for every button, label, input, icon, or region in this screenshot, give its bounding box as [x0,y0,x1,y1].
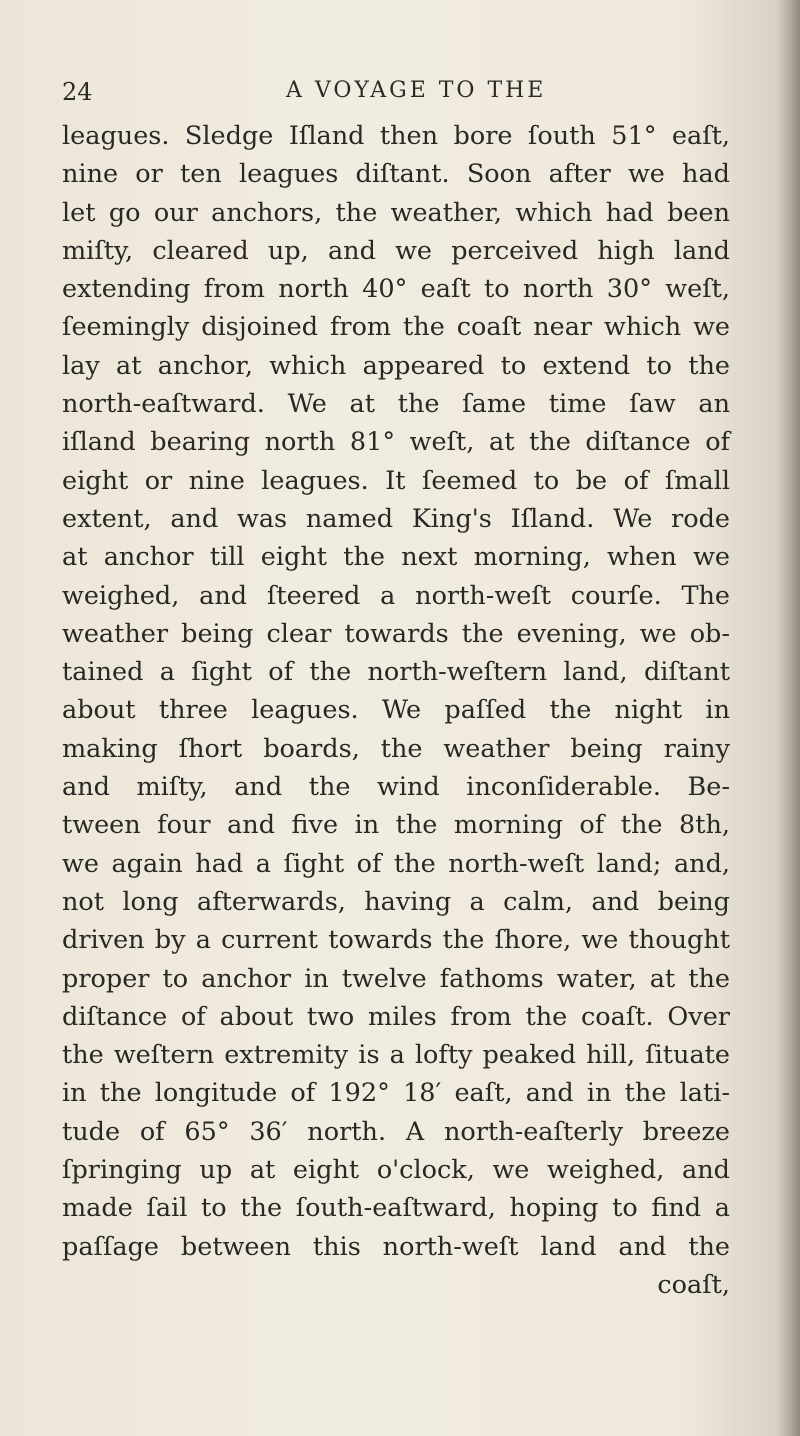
text-line: weather being clear towards the evening, we ob- [62,618,730,649]
text-line: tained a ſight of the north-weſtern land, diſtant [62,657,730,688]
text-line: making ſhort boards, the weather being rainy [62,733,730,764]
text-line: nine or ten leagues diſtant. Soon after we had [62,159,730,190]
text-line: extending from north 40° eaſt to north 30° weſt, [62,274,730,305]
text-line: iſland bearing north 81° weſt, at the diſtance of [62,427,730,458]
text-line: paſſage between this north-weſt land and the [62,1231,730,1262]
text-line: ſpringing up at eight o'clock, we weighed, and [62,1155,730,1186]
catchword: coaſt, [657,1269,730,1300]
running-title: A VOYAGE TO THE [286,78,547,103]
body-text [62,117,730,1304]
text-line: eight or nine leagues. It ſeemed to be of ſmall [62,465,730,496]
text-line: north-eaſtward. We at the ſame time ſaw an [62,389,730,420]
text-line: leagues. Sledge Iſland then bore ſouth 51° eaſt, [62,121,730,151]
text-line: weighed, and ſteered a north-weſt courſe. The [62,580,730,611]
text-line: diſtance of about two miles from the coaſt. Over [62,1001,730,1032]
running-head [62,78,702,108]
text-line: in the longitude of 192° 18′ eaſt, and in the lati- [62,1078,730,1109]
text-line: proper to anchor in twelve fathoms water, at the [62,963,730,994]
page-number: 24 [62,78,93,106]
text-line: miſty, cleared up, and we perceived high land [62,235,730,266]
text-line: tween four and five in the morning of the 8th, [62,810,730,841]
text-line: lay at anchor, which appeared to extend to the [62,350,730,381]
text-line: tude of 65° 36′ north. A north-eaſterly breeze [62,1116,730,1147]
text-line: not long afterwards, having a calm, and being [62,886,730,917]
text-line: and miſty, and the wind inconſiderable. Be- [62,772,730,803]
text-line: made ſail to the ſouth-eaſtward, hoping to find a [62,1193,730,1224]
page-edge-shadow [776,0,800,1436]
text-line: driven by a current towards the ſhore, we thought [62,925,730,956]
text-line: the weſtern extremity is a lofty peaked hill, ſituate [62,1040,730,1071]
text-line: we again had a ſight of the north-weſt land; and, [62,848,730,879]
text-line: about three leagues. We paſſed the night in [62,695,730,726]
text-line: at anchor till eight the next morning, when we [62,542,730,573]
text-line: ſeemingly disjoined from the coaſt near which we [62,312,730,343]
text-line: extent, and was named King's Iſland. We rode [62,503,730,534]
text-line: let go our anchors, the weather, which had been [62,197,730,228]
